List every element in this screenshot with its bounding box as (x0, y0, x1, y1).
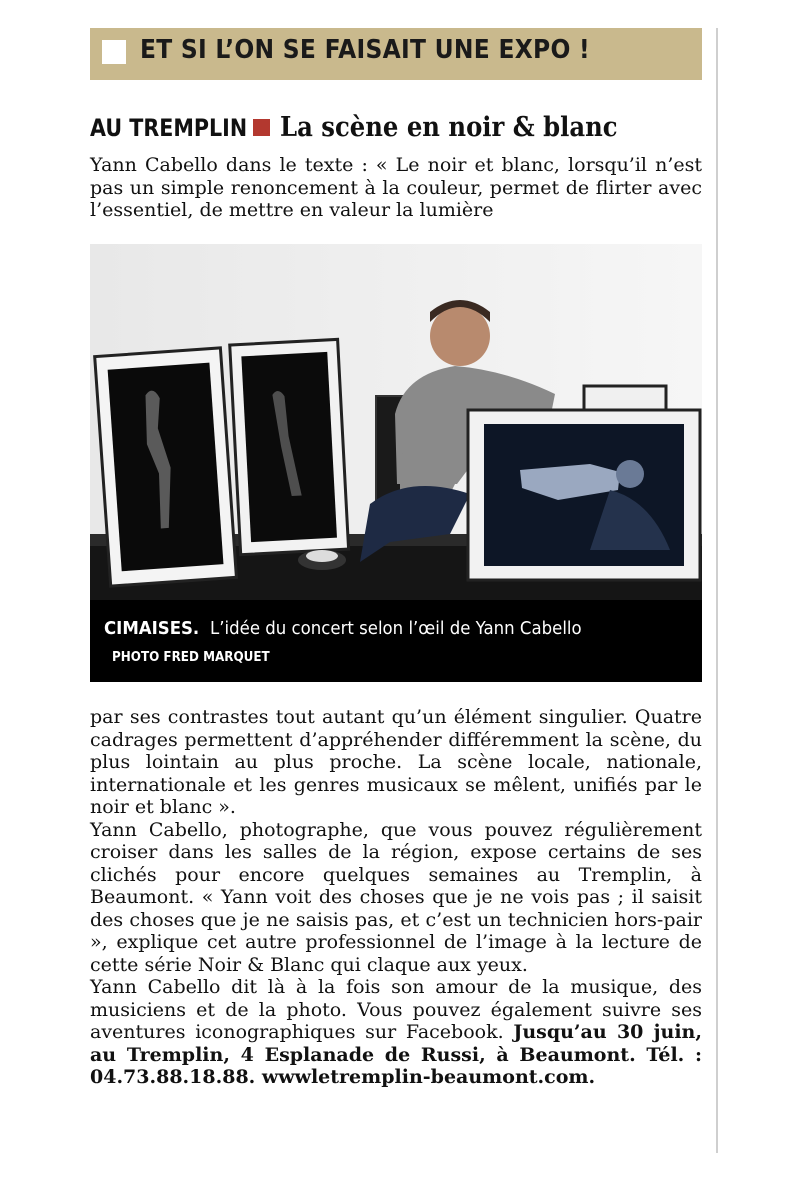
headline-title: La scène en noir & blanc (279, 112, 618, 143)
lead-text (90, 154, 702, 222)
red-square-icon (253, 119, 270, 136)
banner-title: ET SI L’ON SE FAISAIT UNE EXPO ! (140, 35, 590, 65)
checkbox-square-icon (102, 40, 126, 64)
section-banner (90, 28, 702, 80)
column-rule (716, 28, 718, 1153)
body-paragraph: par ses contrastes tout autant qu’un élément singulier. Quatre cadrages permettent d’appréhender différemment la scène, du plus lointain au plus proche. La scène locale, nationale, internationale et les genres musicaux se mêlent, unifiés par le noir et blanc ». (90, 706, 702, 818)
headline-kicker: AU TREMPLIN (90, 113, 248, 142)
caption-line (104, 618, 582, 639)
article-photo (90, 244, 702, 682)
photo-illustration (90, 244, 702, 600)
practical-info: Jusqu’au 30 juin, au Tremplin, 4 Esplanade de Russi, à Beaumont. Tél. : 04.73.88.18.88. wwwletremplin-beaumont.com. (90, 1021, 702, 1088)
closing-text: Yann Cabello dit là à la fois son amour de la musique, des musiciens et de la photo. Vous pouvez également suivre ses aventures iconographiques sur Facebook. (90, 976, 702, 1043)
body-paragraph-last (90, 976, 702, 1089)
lead-paragraph: Yann Cabello dans le texte : « Le noir et blanc, lorsqu’il n’est pas un simple renoncement à la couleur, permet de flirter avec l’essentiel, de mettre en valeur la lumière (90, 154, 702, 221)
body-paragraph: Yann Cabello, photographe, que vous pouvez régulièrement croiser dans les salles de la région, expose certains de ses clichés pour encore quelques semaines au Tremplin, à Beaumont. « Yann voit des choses que je ne vois pas ; il saisit des choses que je ne saisis pas, et c’est un technicien hors-pair », explique cet autre professionnel de l’image à la lecture de cette série Noir & Blanc qui claque aux yeux. (90, 818, 702, 976)
photo-caption (90, 600, 702, 682)
headline (90, 112, 710, 152)
article-body (90, 706, 702, 1089)
caption-text: L’idée du concert selon l’œil de Yann Cabello (210, 618, 582, 639)
photo-credit: PHOTO FRED MARQUET (112, 650, 270, 665)
caption-label: CIMAISES. (104, 618, 200, 639)
